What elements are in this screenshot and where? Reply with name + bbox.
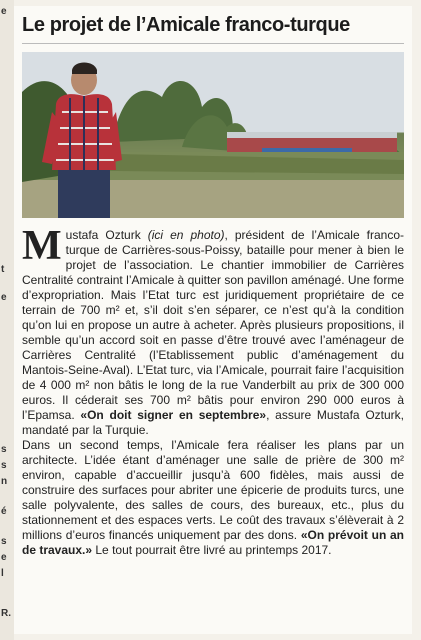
article-headline: Le projet de l’Amicale franco-turque (22, 14, 404, 44)
paragraph-1-end: , assure Mustafa Ozturk, mandaté par la Turquie. (22, 408, 404, 437)
paragraph-2-end: Le tout pourrait être livré au printemps 2017. (92, 543, 332, 557)
fragment-text: e (1, 292, 7, 303)
fragment-text: s (1, 536, 7, 547)
fragment-text: s (1, 460, 7, 471)
person-name: ustafa Ozturk (65, 228, 141, 242)
pull-quote-travaux: «On prévoit un an de travaux.» (22, 528, 404, 557)
paragraph-2 (22, 438, 404, 558)
fragment-text: t (1, 264, 5, 275)
article-body (22, 223, 404, 558)
paragraph-2-text: Dans un second temps, l’Amicale fera réaliser les plans par un architecte. L’idée étant d’aménager une salle de prière de 300 m² environ, capable d’accueillir jusqu’à 600 fidèles, mais aussi de construire des surfaces pour abriter une épicerie de produits turcs, une salle polyvalente, des salles de cours, des bureaux, etc., plus du stationnement et des espaces verts. Le coût des travaux s’élèverait à 2 millions d’euros financés uniquement par des dons. (22, 438, 404, 542)
adjacent-column-fragment (0, 0, 14, 640)
fragment-text: é (1, 506, 7, 517)
fragment-text: R. (1, 608, 11, 619)
drop-cap: M (22, 223, 62, 269)
fragment-text: e (1, 6, 7, 17)
photo-scene (22, 52, 404, 218)
article-photo (22, 52, 404, 218)
pull-quote-september: «On doit signer en septembre» (80, 408, 267, 422)
paragraph-1-text: , président de l’Amicale franco-turque de Carrières-sous-Poissy, bataille pour mener à bien le projet de l’association. Le chantier immobilier de Carrières Centralité contraint l’Amicale à quitter son pavillon aménagé. Une forme d’expropriation. Mais l’Etat turc est juridiquement propriétaire de ce terrain de 700 m² et, s’il doit s’en séparer, ce n’est qu’à la condition qu’on lui en propose un autre à acheter. Après plusieurs propositions, il semble qu’un accord soit en passe d’être trouvé avec l’aménageur de Carrières Centralité (l’Etablissement public d’aménagement du Mantois-Seine-Aval). L’Etat turc, via l’Amicale, pourrait faire l’acquisition de 4 000 m² non bâtis le long de la rue Vanderbilt au prix de 300 000 euros. Il céderait ses 700 m² bâtis pour environ 290 000 euros à l’Epamsa. (22, 228, 404, 422)
newspaper-article (14, 6, 412, 634)
fragment-text: n (1, 476, 8, 487)
paragraph-1 (22, 223, 404, 438)
fragment-text: s (1, 444, 7, 455)
fragment-text: e (1, 552, 7, 563)
fragment-text: l (1, 568, 4, 579)
photo-reference: (ici en photo) (147, 228, 225, 242)
